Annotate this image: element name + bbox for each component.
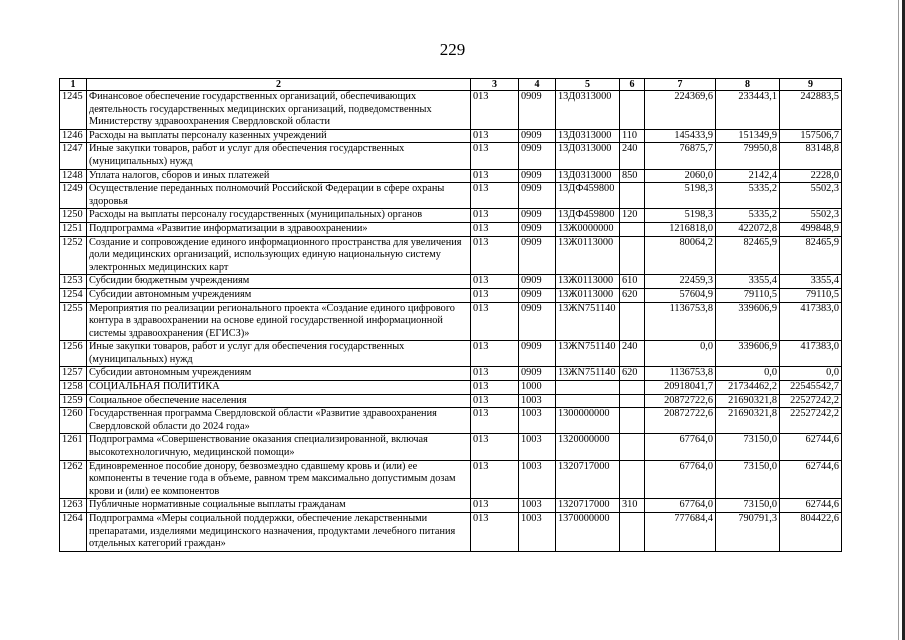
row-number: 1250 xyxy=(60,209,87,223)
scan-edge-line xyxy=(898,0,899,640)
amount-year-1: 224369,6 xyxy=(645,91,716,130)
table-row xyxy=(60,143,842,169)
table-row xyxy=(60,288,842,302)
header-cell: 9 xyxy=(780,79,842,91)
table-row xyxy=(60,275,842,289)
table-row xyxy=(60,408,842,434)
amount-year-3: 157506,7 xyxy=(780,129,842,143)
ministry-code: 013 xyxy=(471,288,519,302)
row-name: Расходы на выплаты персоналу государственных (муниципальных) органов xyxy=(87,209,471,223)
ministry-code: 013 xyxy=(471,367,519,381)
row-number: 1246 xyxy=(60,129,87,143)
amount-year-2: 73150,0 xyxy=(716,499,780,513)
row-name: Государственная программа Свердловской области «Развитие здравоохранения Свердловской области до 2024 года» xyxy=(87,408,471,434)
target-article-code: 1370000000 xyxy=(556,513,620,552)
expense-type-code: 310 xyxy=(620,499,645,513)
section-code: 1003 xyxy=(519,513,556,552)
table-row xyxy=(60,381,842,395)
row-number: 1258 xyxy=(60,381,87,395)
amount-year-2: 0,0 xyxy=(716,367,780,381)
ministry-code: 013 xyxy=(471,236,519,275)
amount-year-2: 790791,3 xyxy=(716,513,780,552)
section-code: 0909 xyxy=(519,236,556,275)
section-code: 1003 xyxy=(519,460,556,499)
amount-year-3: 83148,8 xyxy=(780,143,842,169)
section-code: 1000 xyxy=(519,381,556,395)
amount-year-3: 417383,0 xyxy=(780,302,842,341)
amount-year-2: 79110,5 xyxy=(716,288,780,302)
amount-year-3: 5502,3 xyxy=(780,209,842,223)
amount-year-2: 21734462,2 xyxy=(716,381,780,395)
ministry-code: 013 xyxy=(471,183,519,209)
row-number: 1257 xyxy=(60,367,87,381)
amount-year-1: 80064,2 xyxy=(645,236,716,275)
target-article-code: 13Д0313000 xyxy=(556,129,620,143)
row-number: 1254 xyxy=(60,288,87,302)
table-row xyxy=(60,222,842,236)
row-number: 1263 xyxy=(60,499,87,513)
amount-year-3: 5502,3 xyxy=(780,183,842,209)
expense-type-code: 620 xyxy=(620,288,645,302)
amount-year-2: 339606,9 xyxy=(716,341,780,367)
table-row xyxy=(60,302,842,341)
table-row xyxy=(60,460,842,499)
row-number: 1253 xyxy=(60,275,87,289)
row-name: Субсидии автономным учреждениям xyxy=(87,367,471,381)
amount-year-3: 417383,0 xyxy=(780,341,842,367)
budget-table xyxy=(59,78,842,552)
ministry-code: 013 xyxy=(471,275,519,289)
amount-year-2: 73150,0 xyxy=(716,434,780,460)
row-name: Расходы на выплаты персоналу казенных учреждений xyxy=(87,129,471,143)
section-code: 0909 xyxy=(519,209,556,223)
amount-year-1: 67764,0 xyxy=(645,499,716,513)
section-code: 0909 xyxy=(519,302,556,341)
row-number: 1252 xyxy=(60,236,87,275)
target-article-code: 1300000000 xyxy=(556,408,620,434)
target-article-code: 1320000000 xyxy=(556,434,620,460)
target-article-code: 13Д0313000 xyxy=(556,169,620,183)
row-name: Единовременное пособие донору, безвозмездно сдавшему кровь и (или) ее компоненты в течение года в объеме, равном трем максимально допустимым дозам крови и (или) ее компонентов xyxy=(87,460,471,499)
target-article-code: 13ДФ459800 xyxy=(556,209,620,223)
amount-year-2: 5335,2 xyxy=(716,209,780,223)
row-name: Финансовое обеспечение государственных организаций, обеспечивающих деятельность государственных медицинских организаций, подведомственных Министерству здравоохранения Свердловской области xyxy=(87,91,471,130)
amount-year-3: 22527242,2 xyxy=(780,394,842,408)
amount-year-1: 5198,3 xyxy=(645,209,716,223)
expense-type-code: 610 xyxy=(620,275,645,289)
table-row xyxy=(60,91,842,130)
ministry-code: 013 xyxy=(471,381,519,395)
table-header-row xyxy=(60,79,842,91)
row-number: 1259 xyxy=(60,394,87,408)
ministry-code: 013 xyxy=(471,302,519,341)
row-number: 1256 xyxy=(60,341,87,367)
target-article-code: 13Ж0113000 xyxy=(556,236,620,275)
row-name: Осуществление переданных полномочий Российской Федерации в сфере охраны здоровья xyxy=(87,183,471,209)
row-name: Подпрограмма «Совершенствование оказания специализированной, включая высокотехнологичную, медицинской помощи» xyxy=(87,434,471,460)
row-number: 1262 xyxy=(60,460,87,499)
expense-type-code xyxy=(620,91,645,130)
row-name: Субсидии автономным учреждениям xyxy=(87,288,471,302)
expense-type-code xyxy=(620,222,645,236)
target-article-code: 13Д0313000 xyxy=(556,143,620,169)
expense-type-code xyxy=(620,408,645,434)
table-row xyxy=(60,169,842,183)
section-code: 0909 xyxy=(519,143,556,169)
section-code: 0909 xyxy=(519,129,556,143)
table-row xyxy=(60,434,842,460)
amount-year-1: 1136753,8 xyxy=(645,302,716,341)
ministry-code: 013 xyxy=(471,91,519,130)
table-row xyxy=(60,513,842,552)
amount-year-3: 62744,6 xyxy=(780,434,842,460)
amount-year-2: 21690321,8 xyxy=(716,394,780,408)
ministry-code: 013 xyxy=(471,341,519,367)
expense-type-code xyxy=(620,236,645,275)
amount-year-2: 73150,0 xyxy=(716,460,780,499)
table-row xyxy=(60,341,842,367)
amount-year-1: 22459,3 xyxy=(645,275,716,289)
amount-year-1: 20918041,7 xyxy=(645,381,716,395)
expense-type-code: 620 xyxy=(620,367,645,381)
ministry-code: 013 xyxy=(471,222,519,236)
table-row xyxy=(60,394,842,408)
amount-year-1: 1216818,0 xyxy=(645,222,716,236)
expense-type-code xyxy=(620,183,645,209)
ministry-code: 013 xyxy=(471,408,519,434)
target-article-code: 13Ж0113000 xyxy=(556,288,620,302)
section-code: 0909 xyxy=(519,288,556,302)
ministry-code: 013 xyxy=(471,143,519,169)
amount-year-3: 79110,5 xyxy=(780,288,842,302)
amount-year-1: 0,0 xyxy=(645,341,716,367)
row-number: 1247 xyxy=(60,143,87,169)
target-article-code: 13ЖN751140 xyxy=(556,302,620,341)
amount-year-1: 5198,3 xyxy=(645,183,716,209)
row-name: Подпрограмма «Меры социальной поддержки, обеспечение лекарственными препаратами, изделиями медицинского назначения, продуктами лечебного питания отдельных категорий граждан» xyxy=(87,513,471,552)
expense-type-code xyxy=(620,434,645,460)
row-name: Иные закупки товаров, работ и услуг для обеспечения государственных (муниципальных) нужд xyxy=(87,143,471,169)
row-number: 1261 xyxy=(60,434,87,460)
table-row xyxy=(60,129,842,143)
row-number: 1248 xyxy=(60,169,87,183)
table-row xyxy=(60,499,842,513)
amount-year-3: 499848,9 xyxy=(780,222,842,236)
row-number: 1251 xyxy=(60,222,87,236)
target-article-code: 13ЖN751140 xyxy=(556,367,620,381)
row-name: Создание и сопровождение единого информационного пространства для увеличения доли медицинских организаций, использующих единую национальную систему электронных медицинских карт xyxy=(87,236,471,275)
section-code: 0909 xyxy=(519,341,556,367)
amount-year-1: 1136753,8 xyxy=(645,367,716,381)
ministry-code: 013 xyxy=(471,513,519,552)
row-number: 1249 xyxy=(60,183,87,209)
ministry-code: 013 xyxy=(471,169,519,183)
expense-type-code: 110 xyxy=(620,129,645,143)
row-name: Субсидии бюджетным учреждениям xyxy=(87,275,471,289)
target-article-code: 13Ж0000000 xyxy=(556,222,620,236)
expense-type-code: 850 xyxy=(620,169,645,183)
header-cell: 6 xyxy=(620,79,645,91)
amount-year-2: 5335,2 xyxy=(716,183,780,209)
header-cell: 4 xyxy=(519,79,556,91)
amount-year-2: 339606,9 xyxy=(716,302,780,341)
amount-year-1: 57604,9 xyxy=(645,288,716,302)
section-code: 0909 xyxy=(519,367,556,381)
amount-year-3: 22527242,2 xyxy=(780,408,842,434)
expense-type-code xyxy=(620,381,645,395)
row-name: Подпрограмма «Развитие информатизации в здравоохранении» xyxy=(87,222,471,236)
amount-year-3: 62744,6 xyxy=(780,460,842,499)
amount-year-1: 2060,0 xyxy=(645,169,716,183)
amount-year-1: 67764,0 xyxy=(645,434,716,460)
table-row xyxy=(60,367,842,381)
amount-year-2: 21690321,8 xyxy=(716,408,780,434)
header-cell: 1 xyxy=(60,79,87,91)
amount-year-2: 79950,8 xyxy=(716,143,780,169)
ministry-code: 013 xyxy=(471,394,519,408)
amount-year-3: 82465,9 xyxy=(780,236,842,275)
amount-year-2: 3355,4 xyxy=(716,275,780,289)
row-name: Уплата налогов, сборов и иных платежей xyxy=(87,169,471,183)
amount-year-2: 2142,4 xyxy=(716,169,780,183)
section-code: 1003 xyxy=(519,408,556,434)
section-code: 0909 xyxy=(519,275,556,289)
header-cell: 5 xyxy=(556,79,620,91)
target-article-code xyxy=(556,394,620,408)
expense-type-code: 240 xyxy=(620,341,645,367)
row-name: СОЦИАЛЬНАЯ ПОЛИТИКА xyxy=(87,381,471,395)
amount-year-1: 145433,9 xyxy=(645,129,716,143)
expense-type-code xyxy=(620,460,645,499)
expense-type-code: 120 xyxy=(620,209,645,223)
target-article-code: 13ДФ459800 xyxy=(556,183,620,209)
amount-year-3: 2228,0 xyxy=(780,169,842,183)
target-article-code: 13ЖN751140 xyxy=(556,341,620,367)
amount-year-1: 76875,7 xyxy=(645,143,716,169)
header-cell: 2 xyxy=(87,79,471,91)
target-article-code: 13Ж0113000 xyxy=(556,275,620,289)
expense-type-code xyxy=(620,513,645,552)
amount-year-1: 777684,4 xyxy=(645,513,716,552)
row-number: 1260 xyxy=(60,408,87,434)
amount-year-3: 62744,6 xyxy=(780,499,842,513)
row-number: 1255 xyxy=(60,302,87,341)
row-name: Мероприятия по реализации регионального проекта «Создание единого цифрового контура в здравоохранении на основе единой государственной информационной системы здравоохранения (ЕГИСЗ)» xyxy=(87,302,471,341)
header-cell: 3 xyxy=(471,79,519,91)
ministry-code: 013 xyxy=(471,209,519,223)
amount-year-1: 20872722,6 xyxy=(645,408,716,434)
table-row xyxy=(60,209,842,223)
table-row xyxy=(60,236,842,275)
expense-type-code xyxy=(620,302,645,341)
amount-year-2: 233443,1 xyxy=(716,91,780,130)
expense-type-code: 240 xyxy=(620,143,645,169)
target-article-code: 1320717000 xyxy=(556,460,620,499)
ministry-code: 013 xyxy=(471,460,519,499)
target-article-code xyxy=(556,381,620,395)
ministry-code: 013 xyxy=(471,499,519,513)
amount-year-3: 22545542,7 xyxy=(780,381,842,395)
target-article-code: 13Д0313000 xyxy=(556,91,620,130)
amount-year-2: 151349,9 xyxy=(716,129,780,143)
expense-type-code xyxy=(620,394,645,408)
ministry-code: 013 xyxy=(471,129,519,143)
amount-year-1: 67764,0 xyxy=(645,460,716,499)
section-code: 1003 xyxy=(519,434,556,460)
row-name: Социальное обеспечение населения xyxy=(87,394,471,408)
section-code: 0909 xyxy=(519,91,556,130)
amount-year-3: 242883,5 xyxy=(780,91,842,130)
amount-year-2: 422072,8 xyxy=(716,222,780,236)
section-code: 1003 xyxy=(519,394,556,408)
amount-year-3: 0,0 xyxy=(780,367,842,381)
table-row xyxy=(60,183,842,209)
header-cell: 8 xyxy=(716,79,780,91)
section-code: 1003 xyxy=(519,499,556,513)
amount-year-3: 804422,6 xyxy=(780,513,842,552)
section-code: 0909 xyxy=(519,183,556,209)
row-number: 1245 xyxy=(60,91,87,130)
section-code: 0909 xyxy=(519,169,556,183)
amount-year-2: 82465,9 xyxy=(716,236,780,275)
header-cell: 7 xyxy=(645,79,716,91)
amount-year-3: 3355,4 xyxy=(780,275,842,289)
row-number: 1264 xyxy=(60,513,87,552)
section-code: 0909 xyxy=(519,222,556,236)
amount-year-1: 20872722,6 xyxy=(645,394,716,408)
row-name: Публичные нормативные социальные выплаты гражданам xyxy=(87,499,471,513)
row-name: Иные закупки товаров, работ и услуг для обеспечения государственных (муниципальных) нужд xyxy=(87,341,471,367)
target-article-code: 1320717000 xyxy=(556,499,620,513)
ministry-code: 013 xyxy=(471,434,519,460)
page-number: 229 xyxy=(439,40,466,59)
